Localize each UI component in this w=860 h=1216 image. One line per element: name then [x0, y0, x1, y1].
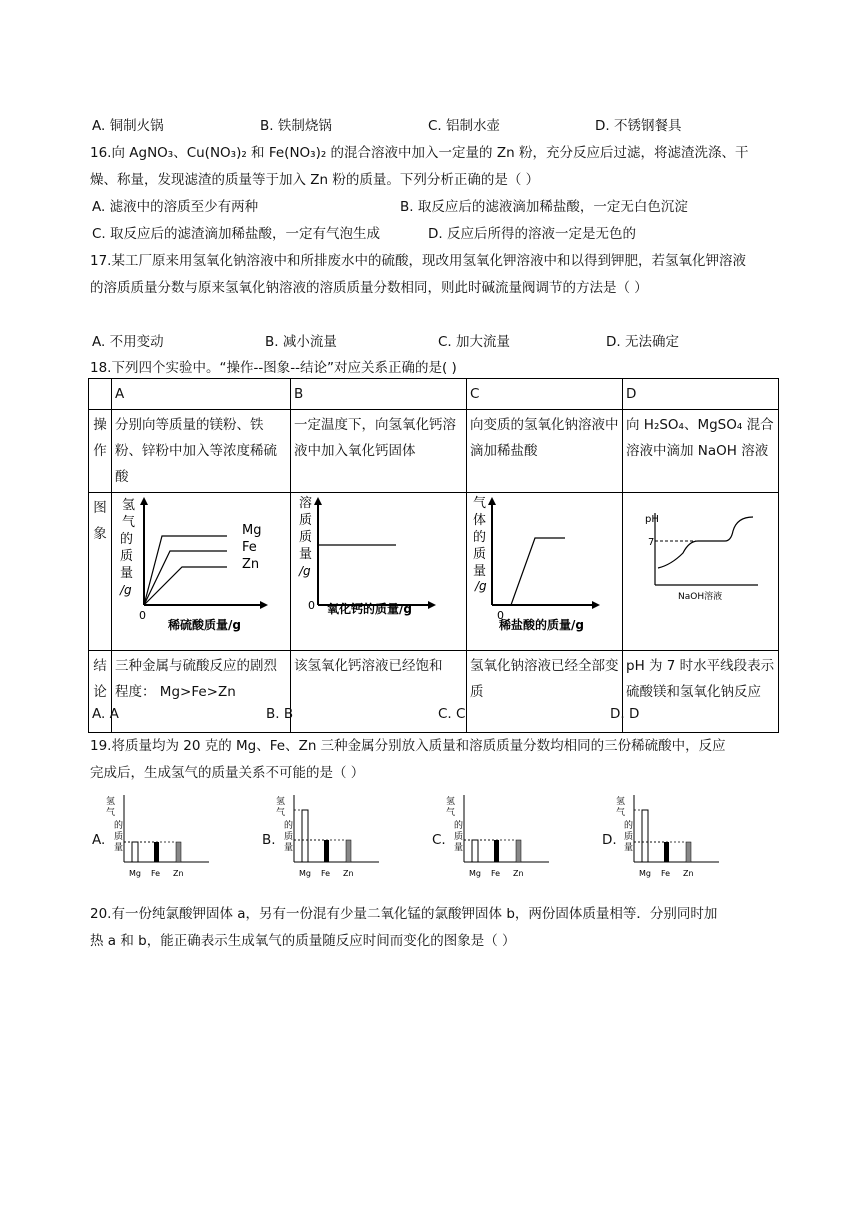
q15-option-d: D. 不锈钢餐具 — [595, 118, 682, 134]
graph-c-ylabel-4: 质 — [473, 547, 487, 562]
q18-concl-d: pH 为 7 时水平线段表示硫酸镁和氢氧化钠反应 — [623, 651, 779, 733]
graph-b-x-arrow — [428, 601, 436, 609]
q19-x-label-fe: Fe — [151, 869, 161, 878]
graph-a-svg — [112, 493, 290, 641]
q19-ylabel-char: 气 — [616, 808, 626, 818]
q15-option-b: B. 铁制烧锅 — [260, 118, 332, 134]
q19-ylabel-char: 质 — [284, 832, 294, 842]
q19-x-label-fe: Fe — [661, 869, 671, 878]
graph-b-svg — [291, 493, 466, 641]
q19-ylabel-char: 量 — [114, 843, 124, 853]
q19-graph-b — [274, 790, 384, 885]
q18-concl-c: 氢氧化钠溶液已经全部变质 — [467, 651, 623, 733]
q18-graph-c — [467, 493, 623, 651]
q18-option-b: B. B — [266, 706, 294, 722]
q18-header-d: D — [623, 379, 779, 410]
q16-stem-line2: 燥、称量，发现滤渣的质量等于加入 Zn 粉的质量。下列分析正确的是（ ） — [90, 172, 540, 188]
graph-c-y-arrow — [488, 497, 496, 505]
q17-stem-line1: 17.某工厂原来用氢氧化钠溶液中和所排废水中的硫酸，现改用氢氧化钾溶液中和以得到钾肥，若氢氧化钾溶液 — [90, 253, 746, 269]
q19-graph-d — [614, 790, 724, 885]
q18-table — [88, 378, 779, 733]
q19-x-label-mg: Mg — [469, 869, 481, 878]
q18-op-a: 分别向等质量的镁粉、铁粉、锌粉中加入等浓度稀硫酸 — [112, 410, 291, 493]
graph-a-line-zn — [144, 567, 227, 605]
graph-a-ylabel-6: /g — [120, 583, 132, 597]
graph-a-legend-zn: Zn — [242, 557, 260, 572]
graph-c-origin: 0 — [497, 609, 504, 622]
q19-bar-zn — [516, 840, 521, 862]
q19-bar-fe — [154, 842, 159, 862]
q19-bar-zn — [346, 840, 351, 862]
q19-ylabel-char: 的 — [454, 821, 464, 831]
graph-d-curve — [658, 517, 753, 568]
q19-bar-mg — [132, 842, 138, 862]
graph-b-ylabel-3: 质 — [299, 530, 313, 545]
q19-option-label-b: B. — [262, 832, 276, 848]
graph-a-x-arrow — [260, 601, 268, 609]
q19-ylabel-char: 量 — [454, 843, 464, 853]
graph-c-line — [492, 538, 565, 605]
q17-option-d: D. 无法确定 — [606, 334, 679, 350]
graph-d-tick-7: 7 — [648, 537, 655, 548]
graph-a-ylabel-1: 氢 — [122, 498, 136, 513]
graph-c-ylabel-6: /g — [475, 579, 487, 593]
q18-graph-b — [291, 493, 467, 651]
q19-bar-mg — [642, 810, 648, 862]
graph-b-ylabel-2: 质 — [299, 513, 313, 528]
q19-ylabel-char: 的 — [114, 821, 124, 831]
q20-stem-line2: 热 a 和 b，能正确表示生成氧气的质量随反应时间而变化的图象是（ ） — [90, 933, 516, 949]
graph-a-origin: 0 — [139, 609, 146, 622]
q19-x-label-mg: Mg — [639, 869, 651, 878]
q19-ylabel-char: 质 — [624, 832, 634, 842]
q19-bar-fe — [494, 840, 499, 862]
graph-b-ylabel-1: 溶 — [299, 496, 313, 511]
q17-option-b: B. 减小流量 — [265, 334, 337, 350]
graph-b-y-arrow — [314, 497, 322, 505]
q19-ylabel-char: 量 — [284, 843, 294, 853]
q16-option-c: C. 取反应后的滤渣滴加稀盐酸，一定有气泡生成 — [92, 226, 381, 242]
graph-a-legend-mg: Mg — [242, 523, 262, 538]
graph-d-ylabel: pH — [645, 514, 659, 525]
q18-header-a: A — [112, 379, 291, 410]
q18-graph-d — [623, 493, 779, 651]
q18-corner — [89, 379, 112, 410]
q19-ylabel-char: 量 — [624, 843, 634, 853]
q18-concl-b: 该氢氧化钙溶液已经饱和 — [291, 651, 467, 733]
q19-bar-zn — [686, 842, 691, 862]
q19-option-label-c: C. — [432, 832, 446, 848]
q19-bar-mg — [472, 840, 478, 862]
q19-x-label-zn: Zn — [513, 869, 524, 878]
q19-x-label-fe: Fe — [321, 869, 331, 878]
q19-ylabel-char: 的 — [284, 821, 294, 831]
graph-c-ylabel-2: 体 — [473, 513, 487, 528]
q18-option-a: A. A — [92, 706, 119, 722]
graph-b-xlabel: 氧化钙的质量/g — [327, 602, 412, 616]
q19-x-label-mg: Mg — [299, 869, 311, 878]
q19-bar-fe — [324, 840, 329, 862]
q19-option-label-a: A. — [92, 832, 106, 848]
graph-c-ylabel-1: 气 — [473, 496, 487, 511]
q18-concl-a: 三种金属与硫酸反应的剧烈程度： Mg>Fe>Zn — [112, 651, 291, 733]
q19-stem-line1: 19.将质量均为 20 克的 Mg、Fe、Zn 三种金属分别放入质量和溶质质量分数均相同的三份稀硫酸中，反应 — [90, 738, 726, 754]
q19-option-label-d: D. — [602, 832, 617, 848]
q18-op-b: 一定温度下，向氢氧化钙溶液中加入氧化钙固体 — [291, 410, 467, 493]
q19-stem-line2: 完成后，生成氢气的质量关系不可能的是（ ） — [90, 765, 365, 781]
q19-ylabel-char: 气 — [276, 808, 286, 818]
graph-c-x-arrow — [592, 601, 600, 609]
q19-ylabel-char: 质 — [454, 832, 464, 842]
q18-row-label-concl: 结论 — [89, 651, 112, 733]
graph-d-svg — [623, 493, 778, 641]
q16-option-a: A. 滤液中的溶质至少有两种 — [92, 199, 259, 215]
q17-stem-line2: 的溶质质量分数与原来氢氧化钠溶液的溶质质量分数相同，则此时碱流量阀调节的方法是（ ） — [90, 280, 648, 296]
q16-option-d: D. 反应后所得的溶液一定是无色的 — [428, 226, 636, 242]
q15-option-a: A. 铜制火锅 — [92, 118, 164, 134]
q18-op-d: 向 H₂SO₄、MgSO₄ 混合溶液中滴加 NaOH 溶液 — [623, 410, 779, 493]
q19-ylabel-char: 氢 — [276, 797, 286, 807]
q19-bar-zn — [176, 842, 181, 862]
graph-a-y-arrow — [140, 497, 148, 505]
q16-option-b: B. 取反应后的滤液滴加稀盐酸，一定无白色沉淀 — [400, 199, 688, 215]
q18-option-d: D. D — [610, 706, 640, 722]
q20-stem-line1: 20.有一份纯氯酸钾固体 a，另有一份混有少量二氧化锰的氯酸钾固体 b，两份固体质量相等．分别同时加 — [90, 906, 718, 922]
q18-header-c: C — [467, 379, 623, 410]
q19-x-label-zn: Zn — [683, 869, 694, 878]
graph-b-ylabel-4: 量 — [299, 547, 313, 562]
q19-ylabel-char: 的 — [624, 821, 634, 831]
q19-graph-a — [104, 790, 214, 885]
q18-graph-a — [112, 493, 291, 651]
q19-x-label-mg: Mg — [129, 869, 141, 878]
q19-ylabel-char: 气 — [446, 808, 456, 818]
q19-ylabel-char: 氢 — [446, 797, 456, 807]
q19-ylabel-char: 质 — [114, 832, 124, 842]
graph-c-svg — [467, 493, 622, 641]
graph-d-xlabel: NaOH溶液 — [678, 592, 723, 602]
graph-c-ylabel-3: 的 — [473, 530, 487, 545]
q18-row-label-graph: 图象 — [89, 493, 112, 651]
q19-ylabel-char: 氢 — [616, 797, 626, 807]
q19-ylabel-char: 氢 — [106, 797, 116, 807]
q19-ylabel-char: 气 — [106, 808, 116, 818]
graph-a-ylabel-5: 量 — [120, 566, 134, 581]
q19-bar-mg — [302, 810, 308, 862]
q18-option-c: C. C — [438, 706, 466, 722]
q18-stem: 18.下列四个实验中。“操作--图象--结论”对应关系正确的是( ) — [90, 360, 457, 376]
q17-option-a: A. 不用变动 — [92, 334, 164, 350]
q19-graph-c — [444, 790, 554, 885]
q15-option-c: C. 铝制水壶 — [428, 118, 501, 134]
graph-a-xlabel: 稀硫酸质量/g — [168, 618, 241, 632]
graph-b-origin: 0 — [308, 599, 315, 612]
graph-b-ylabel-5: /g — [299, 564, 311, 578]
q18-row-label-op: 操作 — [89, 410, 112, 493]
graph-a-ylabel-2: 气 — [122, 515, 136, 530]
q19-x-label-fe: Fe — [491, 869, 501, 878]
q18-header-b: B — [291, 379, 467, 410]
q19-x-label-zn: Zn — [173, 869, 184, 878]
q19-bar-fe — [664, 842, 669, 862]
q17-option-c: C. 加大流量 — [438, 334, 511, 350]
graph-c-xlabel: 稀盐酸的质量/g — [499, 618, 584, 632]
graph-c-ylabel-5: 量 — [473, 564, 487, 579]
graph-a-line-mg — [144, 536, 227, 605]
graph-a-legend-fe: Fe — [242, 540, 257, 555]
q19-x-label-zn: Zn — [343, 869, 354, 878]
q16-stem-line1: 16.向 AgNO₃、Cu(NO₃)₂ 和 Fe(NO₃)₂ 的混合溶液中加入一定量的 Zn 粉，充分反应后过滤，将滤渣洗涤、干 — [90, 145, 749, 161]
graph-a-ylabel-4: 质 — [120, 549, 134, 564]
graph-a-ylabel-3: 的 — [120, 532, 134, 547]
q18-op-c: 向变质的氢氧化钠溶液中滴加稀盐酸 — [467, 410, 623, 493]
